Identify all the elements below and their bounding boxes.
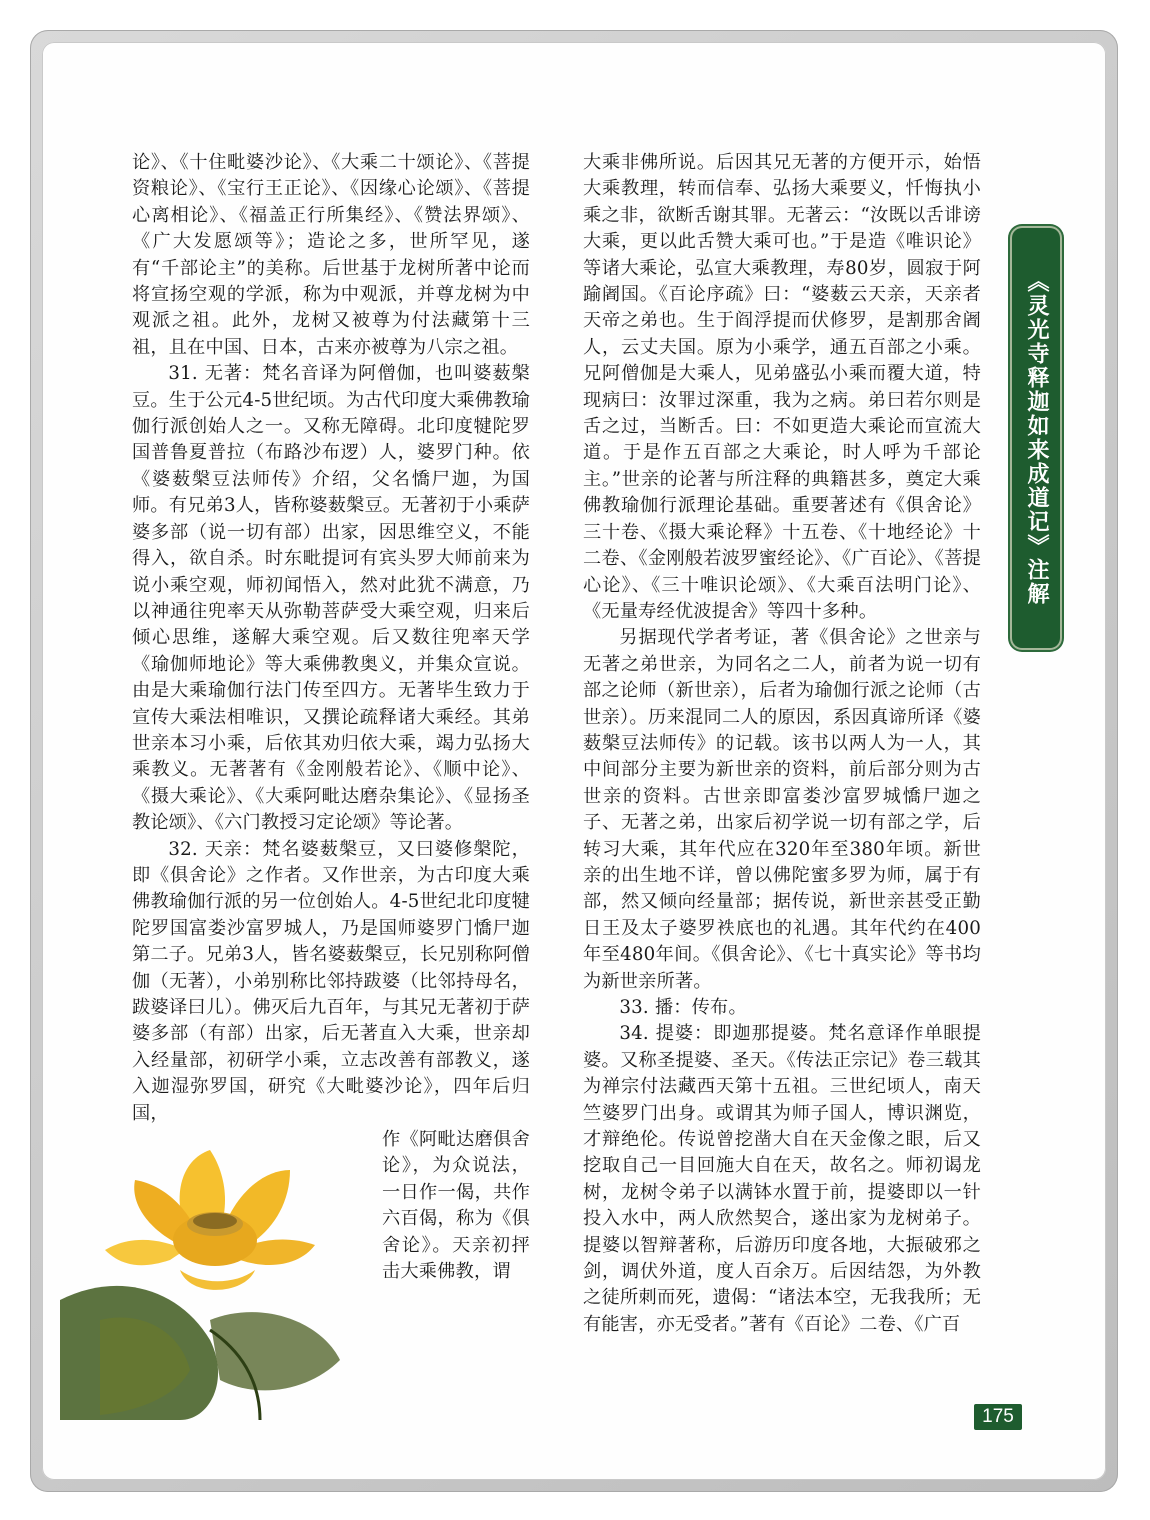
- left-paragraph-1: 论》、《十住毗婆沙论》、《大乘二十颂论》、《菩提资粮论》、《宝行王正论》、《因缘心论颂》、《菩提心离相论》、《福盖正行所集经》、《赞法界颂》、《广大发愿颂等》；造论之多，世所罕见，遂有“千部论主”的美称。后世基于龙树所著中论而将宣扬空观的学派，称为中观派，并尊龙树为中观派之祖。此外，龙树又被尊为付法藏第十三祖，且在中国、日本，古来亦被尊为八宗之祖。: [132, 152, 530, 358]
- chapter-side-tab: [1012, 228, 1060, 648]
- right-paragraph-1: 大乘非佛所说。后因其兄无著的方便开示，始悟大乘教理，转而信奉、弘扬大乘要义，忏悔执小乘之非，欲断舌谢其罪。无著云：“汝既以舌诽谤大乘，更以此舌赞大乘可也。”于是造《唯识论》等诸大乘论，弘宣大乘教理，寿80岁，圆寂于阿踰阇国。《百论序疏》曰：“婆薮云天亲，天亲者天帝之弟也。生于阎浮提而伏修罗，是割那舍阇人，云丈夫国。原为小乘学，通五百部之小乘。兄阿僧伽是大乘人，见弟盛弘小乘而覆大道，特现病曰：汝罪过深重，我为之病。弟曰若尔则是舌之过，当断舌。曰：不如更造大乘论而宣流大道。于是作五百部之大乘论，时人呼为千部论主。”世亲的论著与所注释的典籍甚多，奠定大乘佛教瑜伽行派理论基础。重要著述有《俱舍论》三十卷、《摄大乘论释》十五卷、《十地经论》十二卷、《金刚般若波罗蜜经论》、《广百论》、《菩提心论》、《三十唯识论颂》、《大乘百法明门论》、《无量寿经优波提舍》等四十多种。: [583, 152, 981, 622]
- left-paragraph-3-continued: 作《阿毗达磨俱舍论》，为众说法，一日作一偈，共作六百偈，称为《俱舍论》。天亲初抨击大乘佛教，谓: [382, 1129, 530, 1283]
- right-column: [583, 150, 981, 1338]
- right-paragraph-2: 另据现代学者考证，著《俱舍论》之世亲与无著之弟世亲，为同名之二人，前者为说一切有部之论师（新世亲），后者为瑜伽行派之论师（古世亲）。历来混同二人的原因，系因真谛所译《婆薮槃豆法师传》的记载。该书以两人为一人，其中间部分主要为新世亲的资料，前后部分则为古世亲的资料。古世亲即富娄沙富罗城憍尸迦之子、无著之弟，出家后初学说一切有部之学，后转习大乘，其年代应在320年至380年顷。新世亲的出生地不详，曾以佛陀蜜多罗为师，属于有部，然又倾向经量部；据传说，新世亲甚受正勤日王及太子婆罗袟底也的礼遇。其年代约在400年至480年间。《俱舍论》、《七十真实论》等书均为新世亲所著。: [583, 627, 981, 992]
- left-column: [132, 150, 530, 1285]
- page-number: 175: [974, 1404, 1022, 1430]
- side-tab-title: 《灵光寺释迦如来成道记》注解: [1024, 270, 1049, 606]
- left-paragraph-3: 32. 天亲：梵名婆薮槃豆，又曰婆修槃陀，即《俱舍论》之作者。又作世亲，为古印度大乘佛教瑜伽行派的另一位创始人。4-5世纪北印度犍陀罗国富娄沙富罗城人，乃是国师婆罗门憍尸迦第二子。兄弟3人，皆名婆薮槃豆，长兄别称阿僧伽（无著），小弟别称比邻持跋婆（比邻持母名，跋婆译曰儿）。佛灭后九百年，与其兄无著初于萨婆多部（有部）出家，后无著直入大乘，世亲却入经量部，初研学小乘，立志改善有部教义，遂入迦湿弥罗国，研究《大毗婆沙论》，四年后归国，: [132, 838, 530, 1124]
- lotus-leaves: [60, 1286, 340, 1420]
- left-paragraph-2: 31. 无著：梵名音译为阿僧伽，也叫婆薮槃豆。生于公元4-5世纪顷。为古代印度大乘佛教瑜伽行派创始人之一。又称无障碍。北印度犍陀罗国普鲁夏普拉（布路沙布逻）人，婆罗门种。依《婆薮槃豆法师传》介绍，父名憍尸迦，为国师。有兄弟3人，皆称婆薮槃豆。无著初于小乘萨婆多部（说一切有部）出家，因思维空义，不能得入，欲自杀。时东毗提诃有宾头罗大师前来为说小乘空观，师初闻悟入，然对此犹不满意，乃以神通往兜率天从弥勒菩萨受大乘空观，归来后倾心思维，遂解大乘空观。后又数往兜率天学《瑜伽师地论》等大乘佛教奥义，并集众宣说。由是大乘瑜伽行法门传至四方。无著毕生致力于宣传大乘法相唯识，又撰论疏释诸大乘经。其弟世亲本习小乘，后依其劝归依大乘，竭力弘扬大乘教义。无著著有《金刚般若论》、《顺中论》、《摄大乘论》、《大乘阿毗达磨杂集论》、《显扬圣教论颂》、《六门教授习定论颂》等论著。: [132, 363, 530, 834]
- right-paragraph-4: 34. 提婆：即迦那提婆。梵名意译作单眼提婆。又称圣提婆、圣天。《传法正宗记》卷三载其为禅宗付法藏西天第十五祖。三世纪顷人，南天竺婆罗门出身。或谓其为师子国人，博识渊览，才辩绝伦。传说曾挖凿大自在天金像之眼，后又挖取自己一目回施大自在天，故名之。师初谒龙树，龙树令弟子以满钵水置于前，提婆即以一针投入水中，两人欣然契合，遂出家为龙树弟子。提婆以智辩著称，后游历印度各地，大振破邪之剑，调伏外道，度人百余万。后因结怨，为外教之徒所刺而死，遗偈：“诸法本空，无我我所；无有能害，亦无受者。”著有《百论》二卷、《广百: [583, 1023, 981, 1335]
- right-paragraph-3: 33. 播：传布。: [619, 997, 747, 1018]
- lotus-flower: [105, 1150, 315, 1290]
- lotus-illustration: [60, 1120, 380, 1420]
